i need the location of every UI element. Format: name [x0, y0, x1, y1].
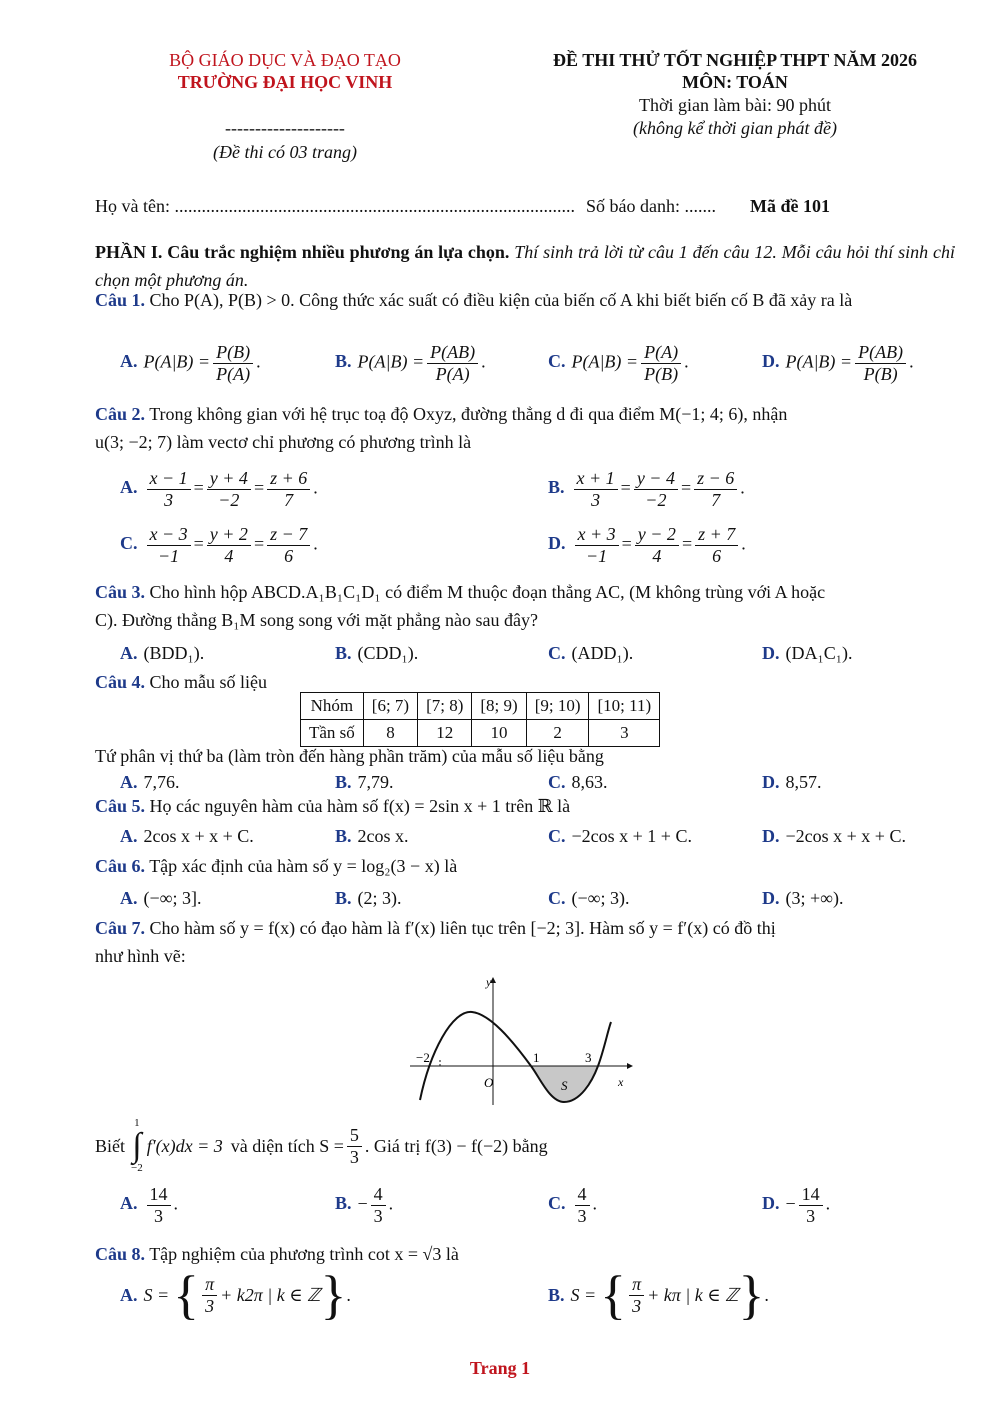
numerator: P(A) — [641, 342, 681, 364]
fraction — [371, 1184, 386, 1226]
denominator: 3 — [164, 489, 174, 510]
denominator: −1 — [585, 545, 608, 566]
numerator: 5 — [347, 1125, 362, 1147]
option-key: C. — [548, 888, 566, 908]
q3-option-a — [120, 643, 204, 664]
option-key: B. — [548, 1284, 565, 1305]
exam-code: Mã đề 101 — [750, 196, 830, 216]
question-3 — [95, 578, 955, 634]
numerator: z + 7 — [695, 524, 738, 546]
question-text: Cho hình hộp ABCD.A₁B₁C₁D₁ có điểm M thuộc đoạn thẳng AC, (M không trùng với A hoặc — [145, 582, 826, 602]
fraction — [855, 342, 906, 384]
option-text: (ADD₁). — [571, 643, 634, 663]
denominator: 3 — [154, 1205, 163, 1226]
q3-option-c — [548, 643, 633, 664]
fraction — [574, 468, 618, 510]
option-key: A. — [120, 888, 138, 908]
table-row — [301, 720, 660, 747]
question-8 — [95, 1244, 459, 1265]
option-text: (CDD₁). — [357, 643, 419, 663]
option-lhs: P(A|B) = — [357, 351, 425, 372]
option-lhs: P(A|B) = — [785, 351, 853, 372]
option-key: D. — [762, 643, 780, 663]
option-text: 8,57. — [785, 772, 822, 792]
page-number: Trang 1 — [469, 1358, 531, 1378]
frequency-table — [300, 692, 660, 747]
fraction — [695, 524, 738, 566]
fraction — [267, 468, 310, 510]
tick-label-1: 1 — [533, 1050, 540, 1065]
option-key: C. — [548, 772, 566, 792]
numerator: x − 1 — [147, 468, 191, 490]
option-key: D. — [762, 888, 780, 908]
table-cell: [8; 9) — [472, 693, 526, 720]
numerator: x + 1 — [574, 468, 618, 490]
table-cell: 2 — [526, 720, 589, 747]
q7-option-a: A. $\frac{14}{3}$ . — [120, 1184, 178, 1226]
denominator: 6 — [712, 545, 722, 566]
fraction — [213, 342, 253, 384]
q3-option-d — [762, 643, 853, 664]
q5-option-d — [762, 826, 906, 847]
table-header-cell: Tần số — [301, 720, 364, 747]
option-text: −2cos x + x + C. — [785, 826, 906, 846]
question-text-2: như hình vẽ: — [95, 946, 186, 966]
integral-symbol: ∫ — [132, 1127, 142, 1164]
option-key: B. — [335, 888, 352, 908]
q1-option-b: B. P(A|B) = $\frac{P(AB)}{P(A)}$ . — [335, 342, 486, 384]
denominator: 3 — [632, 1295, 642, 1316]
numerator: z − 7 — [267, 524, 310, 546]
y-axis-label: y — [486, 975, 492, 989]
numerator: 14 — [799, 1184, 823, 1206]
denominator: 3 — [806, 1205, 816, 1226]
numerator: x − 3 — [147, 524, 191, 546]
right-brace: } — [320, 1265, 347, 1325]
question-1 — [95, 286, 955, 314]
q1-option-a: A. P(A|B) = $\frac{P(B)}{P(A)}$ . — [120, 342, 261, 384]
option-key: A. — [120, 772, 138, 792]
numerator: y + 4 — [207, 468, 251, 490]
denominator: −1 — [157, 545, 180, 566]
q6-option-d — [762, 888, 843, 909]
set-body: + k2π | k ∈ ℤ — [220, 1284, 321, 1305]
q3-option-b — [335, 643, 418, 664]
option-key: C. — [548, 643, 566, 663]
q8-option-b: B. S = { $\frac{\pi}{3}$ + kπ | k ∈ ℤ } . — [548, 1265, 769, 1325]
numerator: 14 — [147, 1184, 171, 1206]
option-text: −2cos x + 1 + C. — [571, 826, 692, 846]
numerator: 4 — [575, 1184, 590, 1206]
section-instruction: Thí sinh trả lời từ câu 1 đến câu 12. Mỗi câu hỏi thí sinh chỉ chọn một phương án. — [95, 242, 955, 290]
option-key: D. — [762, 351, 780, 372]
question-4 — [95, 672, 267, 693]
q7-option-b: B. − $\frac{4}{3}$ . — [335, 1184, 394, 1226]
fraction — [634, 468, 678, 510]
denominator: −2 — [218, 489, 240, 510]
q6-option-b — [335, 888, 402, 909]
derivative-graph — [400, 970, 645, 1110]
origin-label: O — [484, 1075, 494, 1090]
fraction — [629, 1274, 644, 1316]
area-label: S — [561, 1078, 568, 1093]
table-cell: 12 — [418, 720, 472, 747]
question-text-2: u(3; −2; 7) làm vectơ chỉ phương có phương trình là — [95, 432, 472, 452]
q2-option-a: A. $\frac{x - 1}{3}$ = $\frac{y + 4}{-2}$ = $\frac{z + 6}{7}$ . — [120, 468, 318, 510]
option-text: 7,79. — [357, 772, 394, 792]
denominator: 7 — [284, 489, 294, 510]
question-label: Câu 7. — [95, 918, 146, 938]
integral-lower: −2 — [131, 1162, 143, 1174]
option-key: A. — [120, 351, 138, 372]
student-id-field: Số báo danh: ....... — [586, 196, 716, 216]
numerator: y − 2 — [635, 524, 679, 546]
denominator: 3 — [205, 1295, 215, 1316]
question-text: Họ các nguyên hàm của hàm số f(x) = 2sin x + 1 trên ℝ là — [145, 796, 571, 816]
question-label: Câu 6. — [95, 856, 146, 876]
fraction — [575, 524, 619, 566]
question-label: Câu 3. — [95, 582, 146, 602]
denominator: 6 — [284, 545, 294, 566]
area-text: và diện tích S = — [230, 1135, 344, 1156]
tick-label-neg2: −2 — [416, 1050, 430, 1065]
q5-option-a — [120, 826, 254, 847]
given-prefix: Biết — [95, 1135, 125, 1156]
numerator: P(AB) — [855, 342, 906, 364]
numerator: P(B) — [213, 342, 253, 364]
option-text: 8,63. — [571, 772, 608, 792]
question-6 — [95, 856, 457, 877]
q7-given — [95, 1118, 548, 1174]
question-label: Câu 5. — [95, 796, 146, 816]
integral-sign — [131, 1118, 143, 1174]
option-sign: − — [785, 1193, 796, 1214]
exam-time: Thời gian làm bài: 90 phút — [639, 95, 831, 115]
integral-upper: 1 — [134, 1117, 140, 1129]
question-label: Câu 4. — [95, 672, 146, 692]
fraction — [575, 1184, 590, 1226]
q6-option-c — [548, 888, 629, 909]
fraction — [207, 468, 251, 510]
q4-question: Tứ phân vị thứ ba (làm tròn đến hàng phần trăm) của mẫu số liệu bằng — [95, 746, 604, 766]
numerator: z − 6 — [694, 468, 737, 490]
fraction — [427, 342, 478, 384]
option-key: B. — [335, 1193, 352, 1214]
table-cell: 10 — [472, 720, 526, 747]
option-key: A. — [120, 1193, 138, 1214]
numerator: y − 4 — [634, 468, 678, 490]
q1-option-d: D. P(A|B) = $\frac{P(AB)}{P(B)}$ . — [762, 342, 914, 384]
denominator: 4 — [652, 545, 662, 566]
option-key: B. — [335, 826, 352, 846]
table-header-cell: Nhóm — [301, 693, 364, 720]
question-label: Câu 8. — [95, 1244, 146, 1264]
section-title: PHẦN I. Câu trắc nghiệm nhiều phương án lựa chọn. — [95, 242, 510, 262]
exam-title: ĐỀ THI THỬ TỐT NGHIỆP THPT NĂM 2026 — [553, 50, 917, 70]
exam-subject: MÔN: TOÁN — [682, 72, 788, 92]
question-text: Tập nghiệm của phương trình cot x = √3 là — [145, 1244, 459, 1264]
q4-option-d — [762, 772, 822, 793]
fraction — [799, 1184, 823, 1226]
option-text: (DA₁C₁). — [785, 643, 853, 663]
option-text: 7,76. — [143, 772, 180, 792]
table-cell: [7; 8) — [418, 693, 472, 720]
option-key: B. — [335, 772, 352, 792]
q4-option-c — [548, 772, 608, 793]
fraction — [694, 468, 737, 510]
question-7 — [95, 914, 955, 970]
option-lhs: P(A|B) = — [571, 351, 639, 372]
tick-label-3: 3 — [585, 1050, 592, 1065]
question-text: Cho hàm số y = f(x) có đạo hàm là f′(x) liên tục trên [−2; 3]. Hàm số y = f′(x) có đồ thị — [145, 918, 776, 938]
option-text: 2cos x + x + C. — [143, 826, 254, 846]
given-tail: . Giá trị f(3) − f(−2) bằng — [364, 1135, 548, 1156]
header-dashes: -------------------- — [225, 118, 345, 138]
exam-time-note: (không kể thời gian phát đề) — [632, 118, 838, 138]
option-text: (BDD₁). — [143, 643, 205, 663]
option-key: C. — [548, 826, 566, 846]
question-label: Câu 2. — [95, 404, 146, 424]
option-lhs: P(A|B) = — [143, 351, 211, 372]
fraction — [147, 524, 191, 566]
q7-option-d: D. − $\frac{14}{3}$ . — [762, 1184, 831, 1226]
denominator: P(B) — [644, 363, 679, 384]
question-text: Tập xác định của hàm số y = log₂(3 − x) là — [145, 856, 458, 876]
fraction — [147, 1184, 171, 1226]
set-prefix: S = — [143, 1284, 170, 1305]
set-body: + kπ | k ∈ ℤ — [647, 1284, 739, 1305]
q5-option-b — [335, 826, 409, 847]
left-brace: { — [173, 1265, 200, 1325]
option-text: (−∞; 3). — [571, 888, 630, 908]
fraction — [147, 468, 191, 510]
q5-option-c — [548, 826, 692, 847]
option-key: A. — [120, 826, 138, 846]
denominator: P(B) — [863, 363, 898, 384]
table-cell: 3 — [589, 720, 660, 747]
option-key: C. — [548, 1193, 566, 1214]
denominator: P(A) — [435, 363, 470, 384]
denominator: 3 — [373, 1205, 383, 1226]
fraction — [641, 342, 681, 384]
option-text: 2cos x. — [357, 826, 409, 846]
question-text: Trong không gian với hệ trục toạ độ Oxyz, đường thẳng d đi qua điểm M(−1; 4; 6), nhận — [145, 404, 788, 424]
option-key: D. — [762, 1193, 780, 1214]
denominator: 3 — [577, 1205, 587, 1226]
q4-option-b — [335, 772, 394, 793]
option-key: C. — [120, 533, 138, 554]
fraction — [635, 524, 679, 566]
question-text: Cho P(A), P(B) > 0. Công thức xác suất có điều kiện của biến cố A khi biết biến cố B đã xảy ra là — [145, 290, 853, 310]
denominator: 3 — [591, 489, 601, 510]
option-key: D. — [548, 533, 566, 554]
numerator: z + 6 — [267, 468, 310, 490]
option-key: D. — [762, 826, 780, 846]
fraction — [267, 524, 310, 566]
q7-option-c: C. $\frac{4}{3}$ . — [548, 1184, 597, 1226]
q1-option-c: C. P(A|B) = $\frac{P(A)}{P(B)}$ . — [548, 342, 689, 384]
question-label: Câu 1. — [95, 290, 146, 310]
right-brace: } — [738, 1265, 765, 1325]
option-key: B. — [335, 351, 352, 372]
numerator: x + 3 — [575, 524, 619, 546]
option-text: (−∞; 3]. — [143, 888, 202, 908]
option-key: C. — [548, 351, 566, 372]
x-axis-label: x — [618, 1075, 624, 1089]
set-prefix: S = — [570, 1284, 597, 1305]
table-cell: [10; 11) — [589, 693, 660, 720]
table-row — [301, 693, 660, 720]
option-key: A. — [120, 477, 138, 498]
q4-option-a — [120, 772, 180, 793]
option-key: B. — [335, 643, 352, 663]
q2-option-c: C. $\frac{x - 3}{-1}$ = $\frac{y + 2}{4}$ = $\frac{z - 7}{6}$ . — [120, 524, 318, 566]
table-cell: 8 — [363, 720, 417, 747]
numerator: y + 2 — [207, 524, 251, 546]
denominator: P(A) — [216, 363, 251, 384]
numerator: π — [629, 1274, 644, 1296]
question-2 — [95, 400, 955, 456]
denominator: 3 — [349, 1146, 359, 1167]
school-name: TRƯỜNG ĐẠI HỌC VINH — [177, 72, 393, 92]
table-cell: [9; 10) — [526, 693, 589, 720]
q2-option-b: B. $\frac{x + 1}{3}$ = $\frac{y - 4}{-2}$ = $\frac{z - 6}{7}$ . — [548, 468, 745, 510]
integrand: f′(x)dx = 3 — [146, 1135, 223, 1156]
option-key: A. — [120, 643, 138, 663]
option-key: A. — [120, 1284, 138, 1305]
question-text-2: C). Đường thẳng B₁M song song với mặt phẳng nào sau đây? — [95, 610, 539, 630]
option-key: B. — [548, 477, 565, 498]
student-name-field: Họ và tên: ......................................................................................... — [95, 196, 575, 216]
fraction — [347, 1125, 362, 1167]
numerator: 4 — [371, 1184, 386, 1206]
fraction — [207, 524, 251, 566]
q6-option-a — [120, 888, 201, 909]
numerator: π — [202, 1274, 217, 1296]
pages-note: (Đề thi có 03 trang) — [213, 142, 357, 162]
fraction — [202, 1274, 217, 1316]
left-brace: { — [600, 1265, 627, 1325]
denominator: 4 — [224, 545, 234, 566]
table-cell: [6; 7) — [363, 693, 417, 720]
denominator: −2 — [645, 489, 667, 510]
denominator: 7 — [711, 489, 721, 510]
question-text: Cho mẫu số liệu — [145, 672, 268, 692]
q2-option-d: D. $\frac{x + 3}{-1}$ = $\frac{y - 2}{4}$ = $\frac{z + 7}{6}$ . — [548, 524, 746, 566]
question-5 — [95, 796, 570, 817]
numerator: P(AB) — [427, 342, 478, 364]
ministry-name: BỘ GIÁO DỤC VÀ ĐẠO TẠO — [169, 50, 401, 70]
option-text: (2; 3). — [357, 888, 402, 908]
option-key: D. — [762, 772, 780, 792]
option-sign: − — [357, 1193, 368, 1214]
option-text: (3; +∞). — [785, 888, 844, 908]
q8-option-a: A. S = { $\frac{\pi}{3}$ + k2π | k ∈ ℤ } . — [120, 1265, 351, 1325]
